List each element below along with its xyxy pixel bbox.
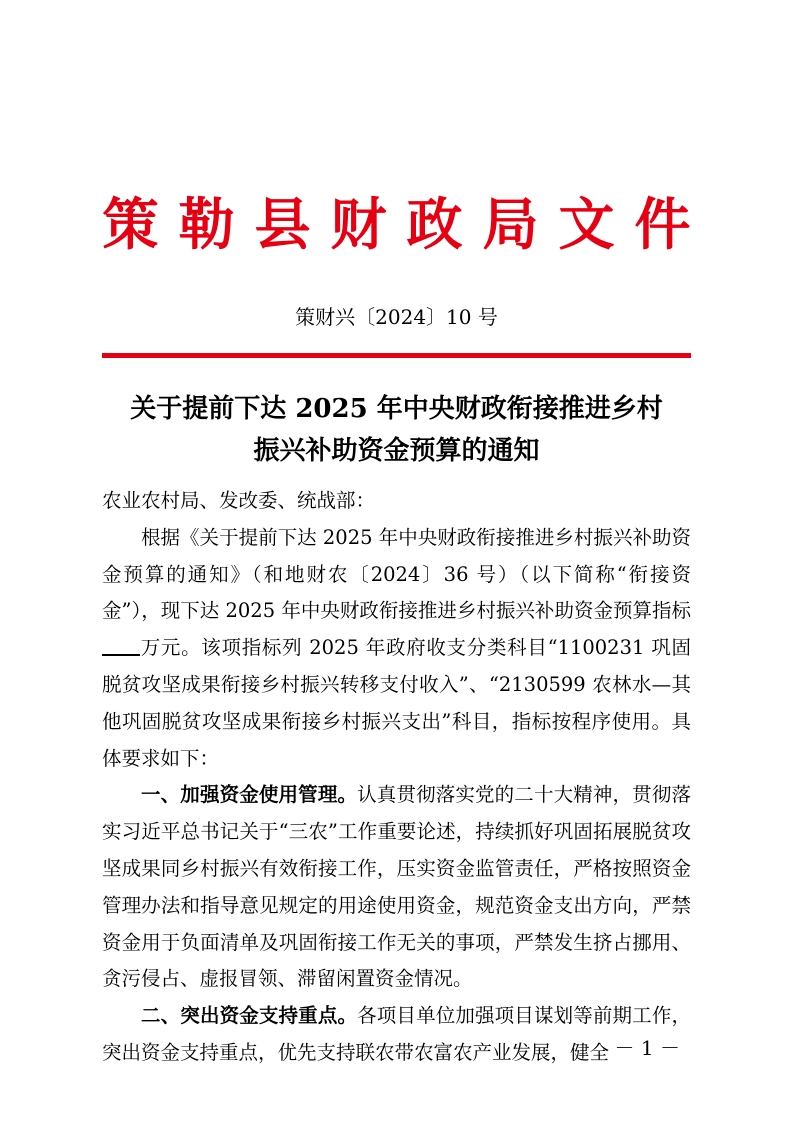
red-separator-line xyxy=(102,353,691,358)
document-body xyxy=(102,483,691,1072)
recipients-line: 农业农村局、发改委、统战部： xyxy=(102,489,376,512)
section-1-heading: 一、加强资金使用管理。 xyxy=(141,783,358,807)
section-2 xyxy=(102,998,691,1072)
paragraph-intro-part1: 根据《关于提前下达 2025 年中央财政衔接推进乡村振兴补助资金预算的通知》（和地财农〔2024〕36 号）（以下简称“衔接资金”），现下达 2025 年中央财政衔接推进乡村振兴补助资金预算指标 xyxy=(102,525,691,623)
page-number: － 1 － xyxy=(614,1036,680,1060)
section-2-heading: 二、突出资金支持重点。 xyxy=(141,1004,358,1028)
section-1 xyxy=(102,777,691,998)
document-title-line-1: 关于提前下达 2025 年中央财政衔接推进乡村 xyxy=(130,394,663,424)
issuing-agency-title: 策勒县财政局文件 xyxy=(102,192,711,258)
paragraph-intro-part2: 万元。该项指标列 2025 年政府收支分类科目“1100231 巩固脱贫攻坚成果衔接乡村振兴转移支付收入”、“2130599 农林水—其他巩固脱贫攻坚成果衔接乡村振兴支出”科目，指标按程序使用。具体要求如下： xyxy=(102,636,691,770)
paragraph-intro xyxy=(102,520,691,778)
amount-blank xyxy=(102,636,140,656)
document-title xyxy=(80,388,713,472)
section-1-text: 认真贯彻落实党的二十大精神，贯彻落实习近平总书记关于“三农”工作重要论述，持续抓好巩固拓展脱贫攻坚成果同乡村振兴有效衔接工作，压实资金监管责任，严格按照资金管理办法和指导意见规定的用途使用资金，规范资金支出方向，严禁资金用于负面清单及巩固衔接工作无关的事项，严禁发生挤占挪用、贪污侵占、虚报冒领、滞留闲置资金情况。 xyxy=(102,783,691,991)
document-number: 策财兴〔2024〕10 号 xyxy=(295,305,498,329)
section-2-text: 各项目单位加强项目谋划等前期工作，突出资金支持重点，优先支持联农带农富农产业发展，健全 xyxy=(102,1004,691,1064)
document-title-line-2: 振兴补助资金预算的通知 xyxy=(253,436,540,466)
